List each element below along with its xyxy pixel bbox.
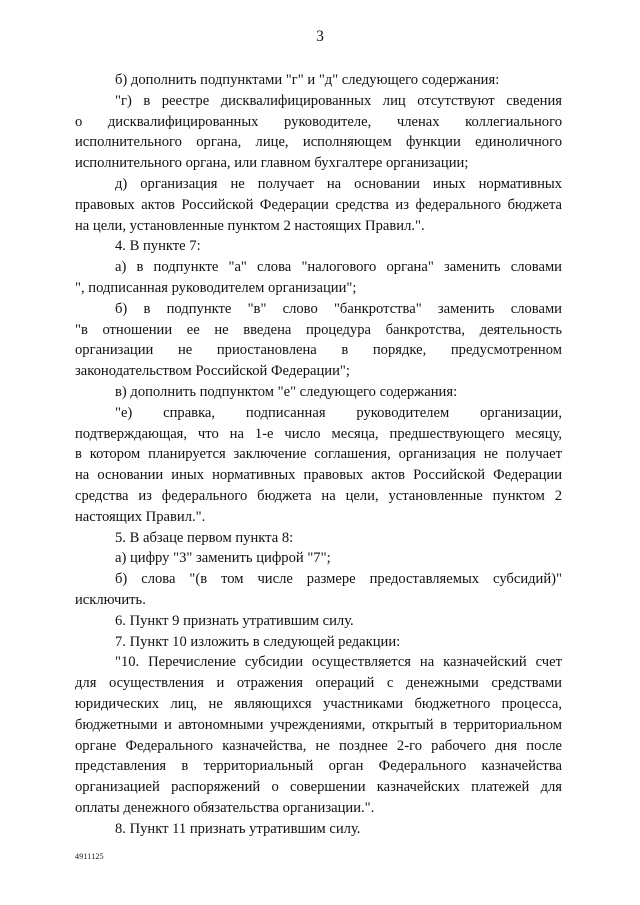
text-line: а) цифру "3" заменить цифрой "7"; xyxy=(115,550,331,567)
text-line: исключить. xyxy=(75,591,146,608)
text-line: 6. Пункт 9 признать утратившим силу. xyxy=(115,612,354,629)
text-line: "г) в реестре дисквалифицированных лиц отсутствуют сведения xyxy=(115,92,562,109)
text-line: д) организация не получает на основании иных нормативных xyxy=(115,175,562,192)
text-line: организацией распоряжений о совершении казначейских платежей для xyxy=(75,779,562,796)
text-line: в котором планируется заключение соглашения, организация не получает xyxy=(75,446,562,463)
text-line: на основании иных нормативных правовых актов Российской Федерации xyxy=(75,467,562,484)
text-line: б) в подпункте "в" слово "банкротства" заменить словами xyxy=(115,300,562,317)
text-line: настоящих Правил.". xyxy=(75,508,206,525)
text-line: исполнительного органа, или главном бухгалтере организации; xyxy=(75,155,469,172)
document-body xyxy=(75,70,562,839)
text-line: подтверждающая, что на 1-е число месяца, предшествующего месяцу, xyxy=(75,425,562,442)
text-line: органе Федерального казначейства, не позднее 2-го рабочего дня после xyxy=(75,737,562,754)
text-line: 5. В абзаце первом пункта 8: xyxy=(115,529,294,546)
text-line: 4. В пункте 7: xyxy=(115,238,201,255)
page-number: 3 xyxy=(316,28,324,45)
text-line: "в отношении ее не введена процедура банкротства, деятельность xyxy=(75,321,562,338)
text-line: для осуществления и отражения операций с денежными средствами xyxy=(75,675,562,692)
text-line: 7. Пункт 10 изложить в следующей редакции: xyxy=(115,633,401,650)
text-line: о дисквалифицированных руководителе, членах коллегиального xyxy=(75,113,562,130)
text-line: б) дополнить подпунктами "г" и "д" следующего содержания: xyxy=(115,72,500,88)
text-line: исполнительного органа, лице, исполняющем функции единоличного xyxy=(75,134,562,151)
document-code: 4911125 xyxy=(75,852,104,861)
text-line: а) в подпункте "а" слова "налогового органа" заменить словами xyxy=(115,259,562,276)
text-line: юридических лиц, не являющихся участниками бюджетного процесса, xyxy=(75,695,562,712)
text-line: "е) справка, подписанная руководителем организации, xyxy=(115,404,562,421)
text-line: ", подписанная руководителем организации"; xyxy=(75,279,357,296)
text-line: организации не приостановлена в порядке, предусмотренном xyxy=(75,342,562,359)
text-line: представления в территориальный орган Федерального казначейства xyxy=(75,758,562,775)
text-line: в) дополнить подпунктом "е" следующего содержания: xyxy=(115,383,458,400)
text-line: 8. Пункт 11 признать утратившим силу. xyxy=(115,820,361,837)
text-line: "10. Перечисление субсидии осуществляется на казначейский счет xyxy=(115,654,562,671)
text-line: правовых актов Российской Федерации средства из федерального бюджета xyxy=(75,196,562,213)
text-line: б) слова "(в том числе размере предоставляемых субсидий)" xyxy=(115,571,562,588)
text-line: бюджетными и автономными учреждениями, открытый в территориальном xyxy=(75,716,562,733)
text-line: законодательством Российской Федерации"; xyxy=(75,363,350,380)
text-line: на цели, установленные пунктом 2 настоящих Правил.". xyxy=(75,217,425,234)
text-line: оплаты денежного обязательства организации.". xyxy=(75,799,375,816)
text-line: средства из федерального бюджета на цели, установленные пунктом 2 xyxy=(75,487,562,504)
